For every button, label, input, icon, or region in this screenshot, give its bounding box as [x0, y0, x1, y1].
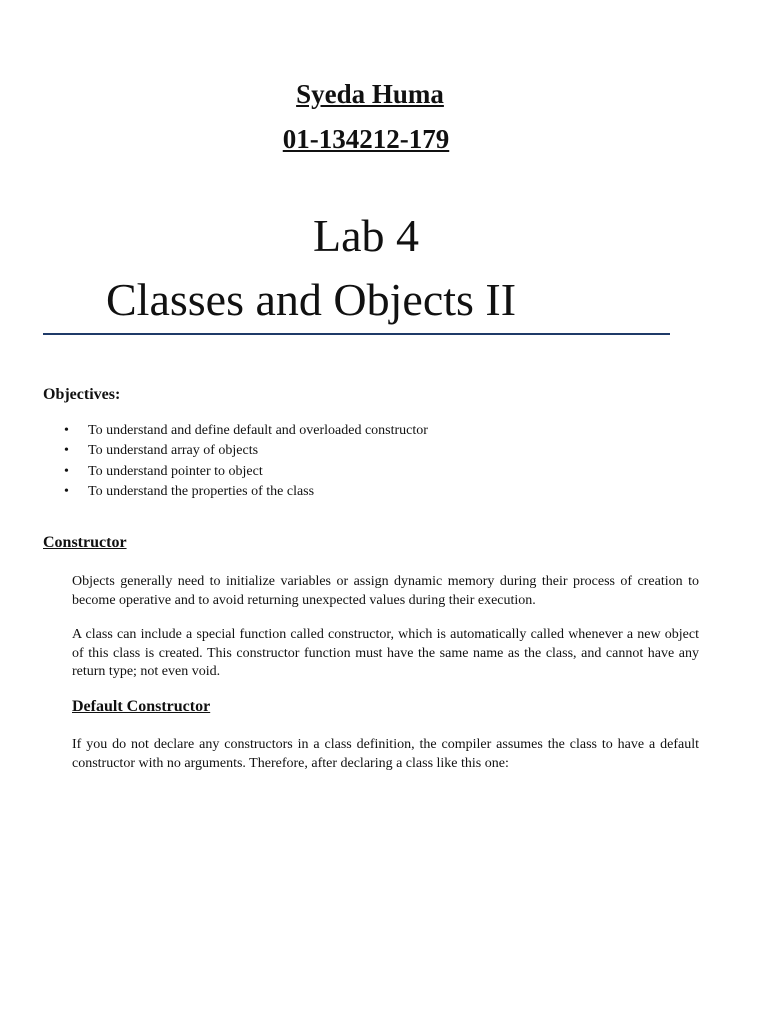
lab-title: Classes and Objects II: [106, 274, 517, 325]
bullet-icon: •: [64, 483, 69, 499]
bullet-icon: •: [64, 423, 69, 438]
bullet-icon: •: [64, 463, 69, 479]
default-constructor-paragraph: If you do not declare any constructors in a class definition, the compiler assumes the class to have a default constructor with no arguments. Therefore, after declaring a class like this one:: [72, 737, 699, 771]
objective-text: To understand pointer to object: [88, 463, 263, 479]
title-divider: [43, 333, 670, 335]
author-id: 01-134212-179: [282, 124, 450, 154]
objective-item: [62, 421, 428, 441]
objective-text: To understand array of objects: [88, 443, 259, 459]
objective-text: To understand and define default and overloaded constructor: [88, 423, 428, 438]
author-name: Syeda Huma: [296, 79, 444, 109]
objective-item: [62, 462, 428, 482]
objectives-list: [62, 421, 428, 502]
objective-item: [62, 441, 428, 461]
objective-text: To understand the properties of the class: [88, 483, 315, 499]
default-constructor-heading: Default Constructor: [72, 698, 211, 715]
constructor-paragraph-2: A class can include a special function called constructor, which is automatically called whenever a new object of this class is created. This constructor function must have the same name as the class, and cannot have any return type; not even void.: [72, 627, 699, 679]
constructor-heading: Constructor: [43, 534, 127, 551]
lab-number: Lab 4: [312, 210, 419, 261]
constructor-paragraph-1: Objects generally need to initialize variables or assign dynamic memory during their process of creation to become operative and to avoid returning unexpected values during their execution.: [72, 574, 699, 608]
objective-item: [62, 482, 428, 502]
objectives-heading: Objectives:: [43, 386, 121, 403]
bullet-icon: •: [64, 443, 69, 459]
